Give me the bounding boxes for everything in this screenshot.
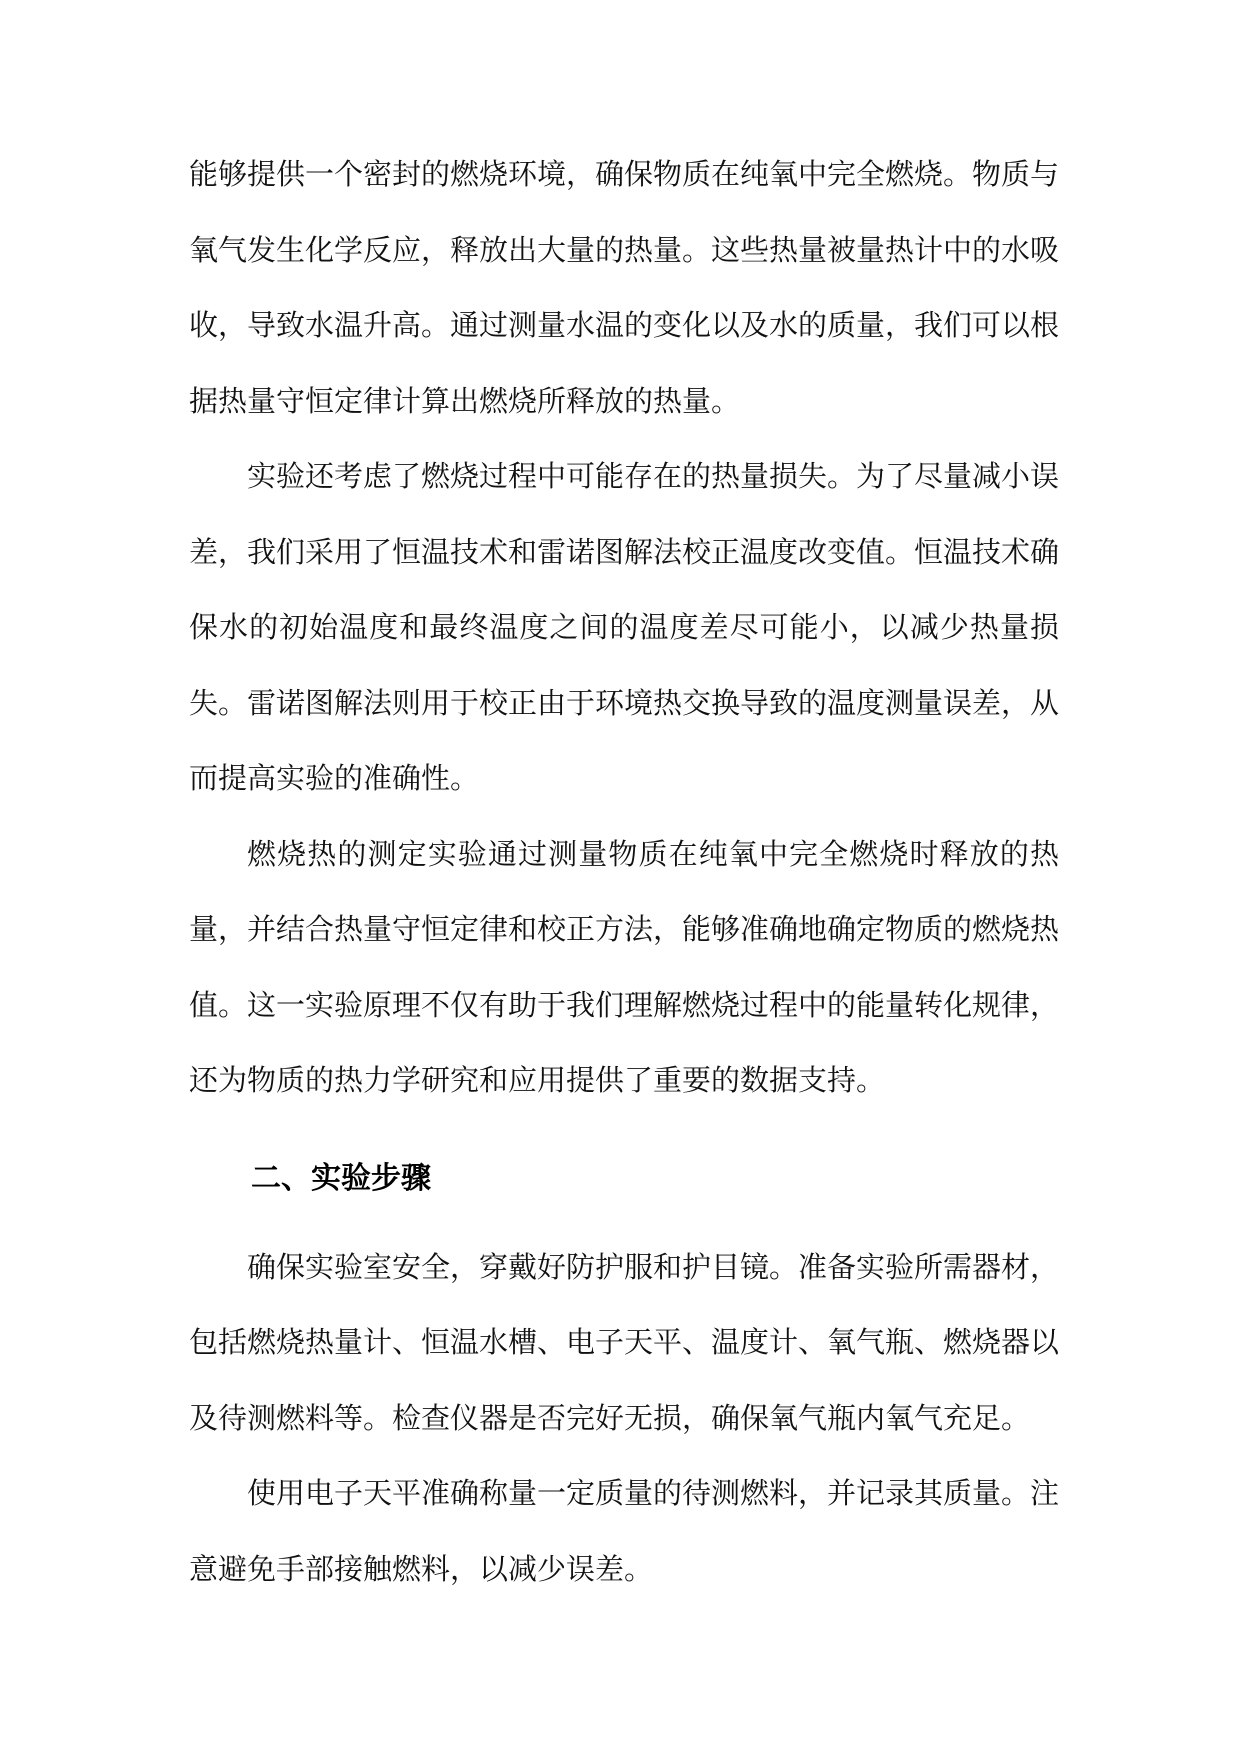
paragraph-summary: 燃烧热的测定实验通过测量物质在纯氧中完全燃烧时释放的热量，并结合热量守恒定律和校正方法，能够准确地确定物质的燃烧热值。这一实验原理不仅有助于我们理解燃烧过程中的能量转化规律，还为物质的热力学研究和应用提供了重要的数据支持。 <box>189 836 1060 1097</box>
paragraph-preparation: 确保实验室安全，穿戴好防护服和护目镜。准备实验所需器材，包括燃烧热量计、恒温水槽、电子天平、温度计、氧气瓶、燃烧器以及待测燃料等。检查仪器是否完好无损，确保氧气瓶内氧气充足。 <box>189 1249 1060 1435</box>
paragraph-weighing: 使用电子天平准确称量一定质量的待测燃料，并记录其质量。注意避免手部接触燃料，以减少误差。 <box>189 1476 1060 1586</box>
paragraph-continuation: 能够提供一个密封的燃烧环境，确保物质在纯氧中完全燃烧。物质与氧气发生化学反应，释放出大量的热量。这些热量被量热计中的水吸收，导致水温升高。通过测量水温的变化以及水的质量，我们可以根据热量守恒定律计算出燃烧所释放的热量。 <box>189 157 1060 418</box>
paragraph-heat-loss: 实验还考虑了燃烧过程中可能存在的热量损失。为了尽量减小误差，我们采用了恒温技术和雷诺图解法校正温度改变值。恒温技术确保水的初始温度和最终温度之间的温度差尽可能小，以减少热量损失。雷诺图解法则用于校正由于环境热交换导致的温度测量误差，从而提高实验的准确性。 <box>189 459 1060 795</box>
document-body <box>189 137 1059 1607</box>
section-heading-experiment-steps: 二、实验步骤 <box>251 1160 431 1196</box>
